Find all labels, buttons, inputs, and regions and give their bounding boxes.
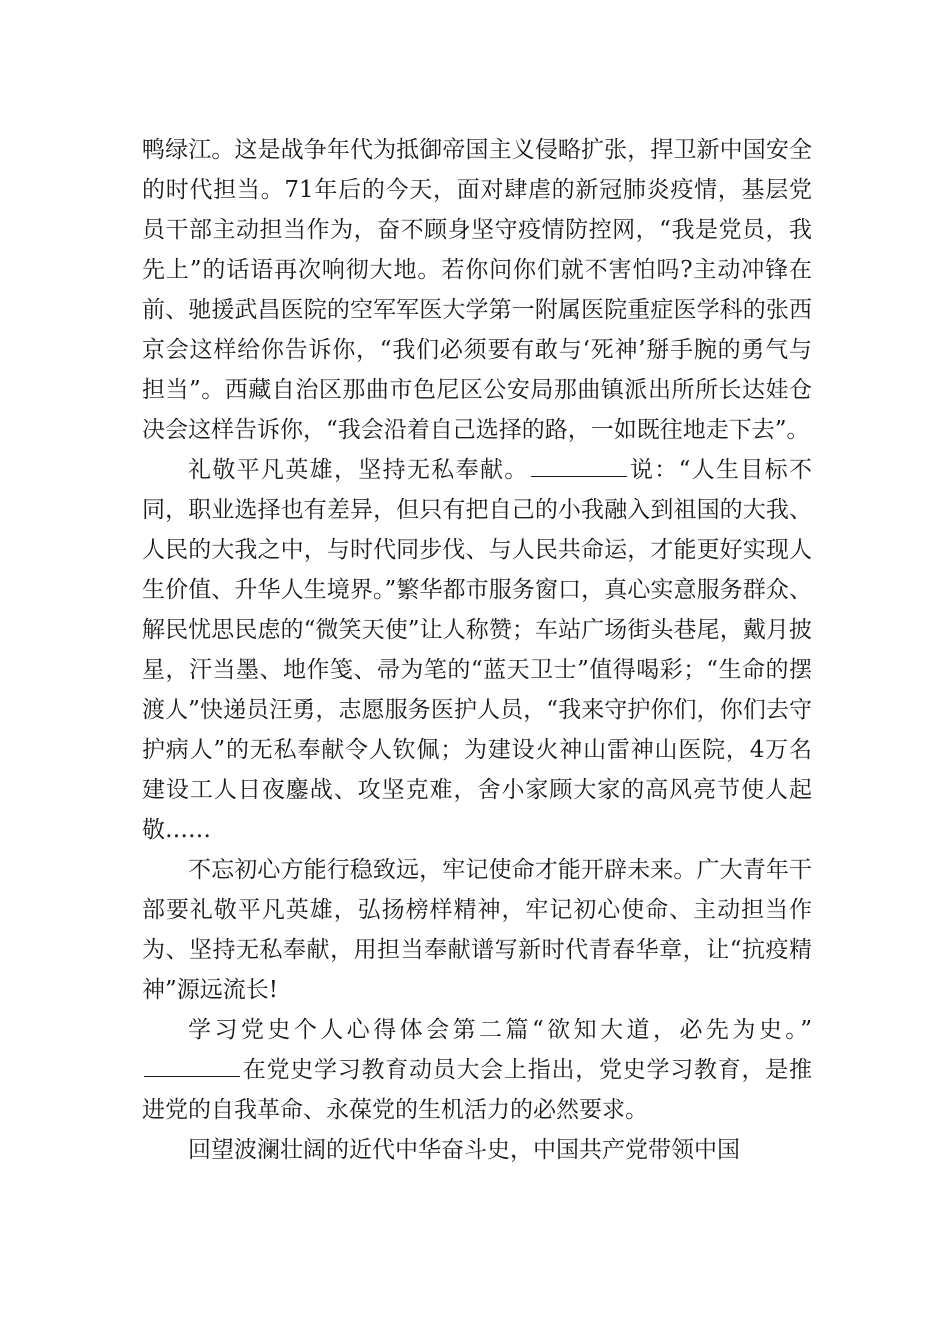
paragraph-4-lead: 学习党史个人心得体会第二篇“欲知大道，必先为史。” bbox=[188, 1017, 812, 1043]
paragraph-2 bbox=[142, 450, 812, 850]
fill-in-blank bbox=[531, 456, 627, 477]
paragraph-4 bbox=[142, 1010, 812, 1130]
paragraph-2-body: 说：“人生目标不同，职业选择也有差异，但只有把自己的小我融入到祖国的大我、人民的大我之中，与时代同步伐、与人民共命运，才能更好实现人生价值、升华人生境界。”繁华都市服务窗口，真心实意服务群众、解民忧思民虑的“微笑天使”让人称赞；车站广场街头巷尾，戴月披星，汗当墨、地作笺、帚为笔的“蓝天卫士”值得喝彩；“生命的摆渡人”快递员汪勇，志愿服务医护人员，“我来守护你们，你们去守护病人”的无私奉献令人钦佩；为建设火神山雷神山医院，4万名建设工人日夜鏖战、攻坚克难，舍小家顾大家的高风亮节使人起敬…… bbox=[142, 457, 812, 843]
paragraph-4-body: 在党史学习教育动员大会上指出，党史学习教育，是推进党的自我革命、永葆党的生机活力的必然要求。 bbox=[142, 1057, 812, 1123]
paragraph-2-lead: 礼敬平凡英雄，坚持无私奉献。 bbox=[188, 457, 529, 483]
paragraph-1: 鸭绿江。这是战争年代为抵御帝国主义侵略扩张，捍卫新中国安全的时代担当。71年后的今天，面对肆虐的新冠肺炎疫情，基层党员干部主动担当作为，奋不顾身坚守疫情防控网，“我是党员，我先上”的话语再次响彻大地。若你问你们就不害怕吗?主动冲锋在前、驰援武昌医院的空军军医大学第一附属医院重症医学科的张西京会这样给你告诉你，“我们必须要有敢与‘死神’掰手腕的勇气与担当”。西藏自治区那曲市色尼区公安局那曲镇派出所所长达娃仓决会这样告诉你，“我会沿着自己选择的路，一如既往地走下去”。 bbox=[142, 137, 812, 443]
paragraph-3: 不忘初心方能行稳致远，牢记使命才能开辟未来。广大青年干部要礼敬平凡英雄，弘扬榜样精神，牢记初心使命、主动担当作为、坚持无私奉献，用担当奉献谱写新时代青春华章，让“抗疫精神”源远流长! bbox=[142, 857, 812, 1003]
document-page bbox=[142, 130, 812, 1170]
paragraph-5: 回望波澜壮阔的近代中华奋斗史，中国共产党带领中国 bbox=[188, 1137, 740, 1163]
fill-in-blank bbox=[144, 1056, 240, 1077]
